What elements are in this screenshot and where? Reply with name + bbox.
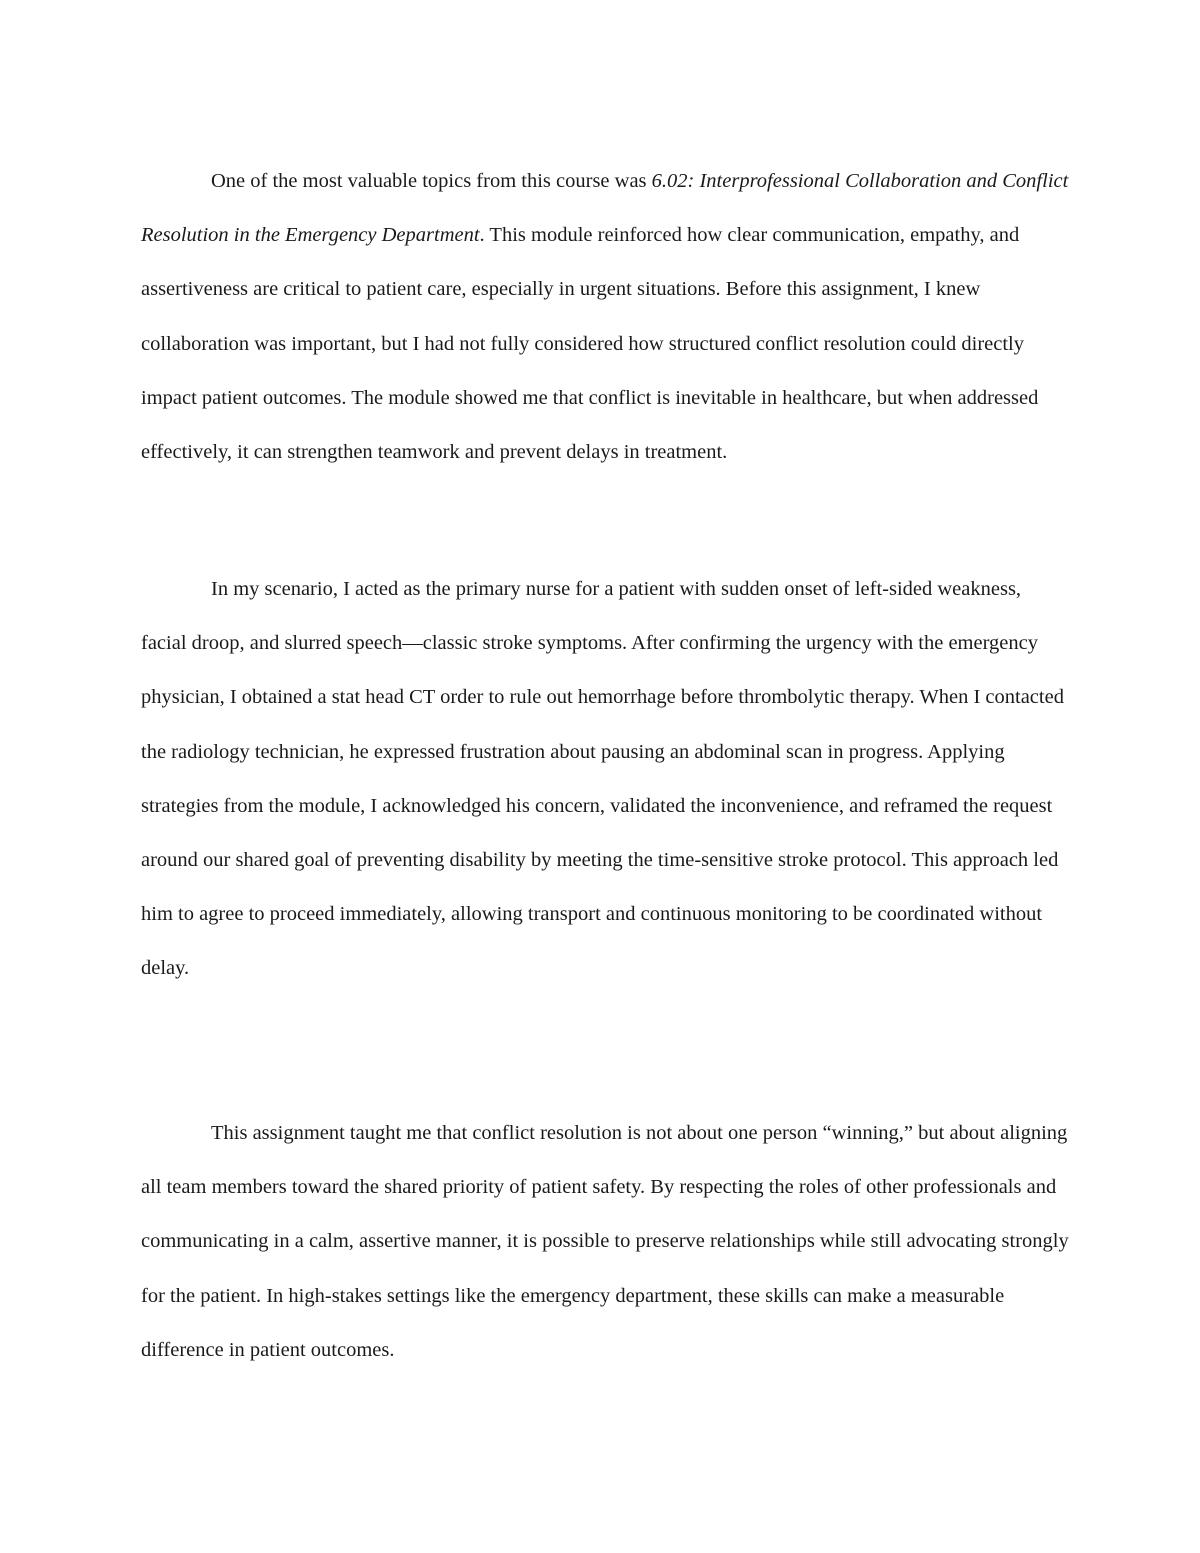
paragraph-scenario: In my scenario, I acted as the primary nurse for a patient with sudden onset of left-sided weakness, facial droop, and slurred speech—classic stroke symptoms. After confirming the urgency with the emergency physician, I obtained a stat head CT order to rule out hemorrhage before thrombolytic therapy. When I contacted the radiology technician, he expressed frustration about pausing an abdominal scan in progress. Applying strategies from the module, I acknowledged his concern, validated the inconvenience, and reframed the request around our shared goal of preventing disability by meeting the time-sensitive stroke protocol. This approach led him to agree to proceed immediately, allowing transport and continuous monitoring to be coordinated without delay. xyxy=(141,578,1064,980)
paragraph-conclusion: This assignment taught me that conflict resolution is not about one person “winning,” but about aligning all team members toward the shared priority of patient safety. By respecting the roles of other professionals and communicating in a calm, assertive manner, it is possible to preserve relationships while still advocating strongly for the patient. In high-stakes settings like the emergency department, these skills can make a measurable difference in patient outcomes. xyxy=(141,1122,1069,1361)
paragraph-1-body: . This module reinforced how clear communication, empathy, and assertiveness are critical to patient care, especially in urgent situations. Before this assignment, I knew collaboration was important, but I had not fully considered how structured conflict resolution could directly impact patient outcomes. The module showed me that conflict is inevitable in healthcare, but when addressed effectively, it can strengthen teamwork and prevent delays in treatment. xyxy=(141,224,1039,464)
paragraph-course-topic xyxy=(141,154,1071,534)
module-title: 6.02: Interprofessional Collaboration and Conflict Resolution in the Emergency Department xyxy=(141,170,1069,247)
paragraph-1-intro: One of the most valuable topics from this course was xyxy=(211,170,652,192)
document-body xyxy=(141,154,1071,1377)
